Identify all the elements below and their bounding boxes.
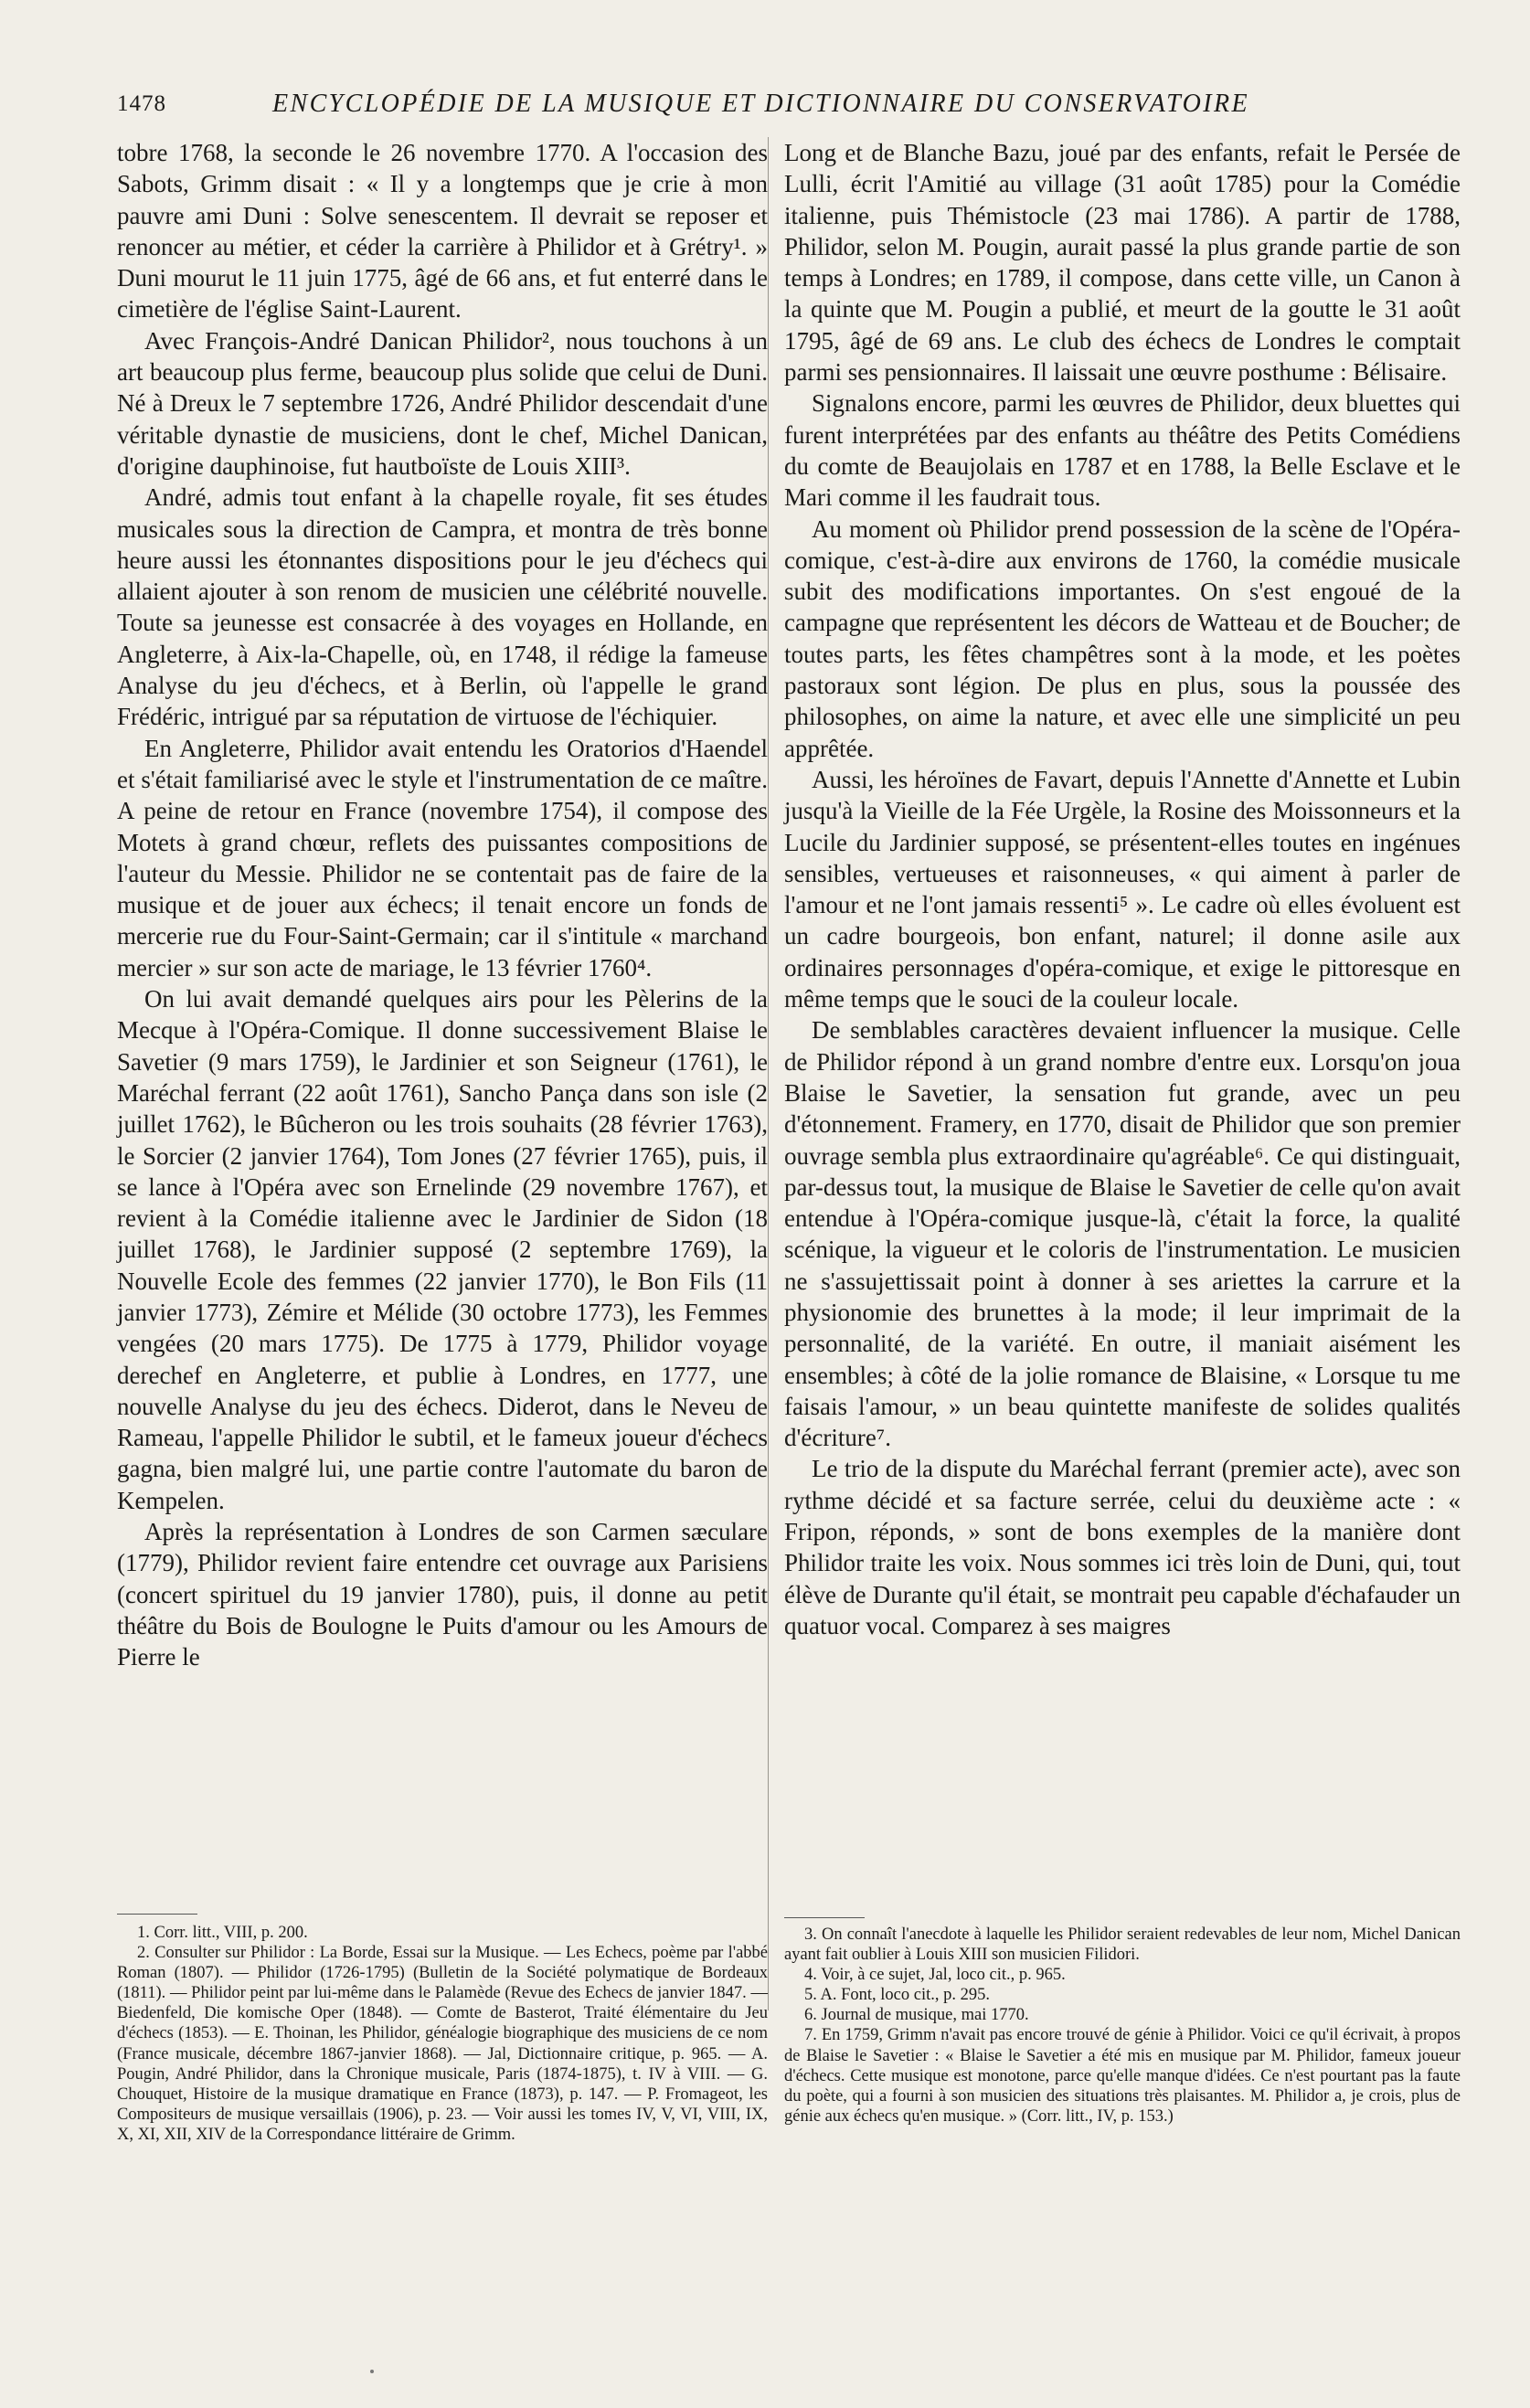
right-column: [784, 137, 1461, 1641]
footnote: 4. Voir, à ce sujet, Jal, loco cit., p. 965.: [804, 1966, 1066, 1985]
paper-speck: [370, 2370, 374, 2373]
footnotes-right: [784, 1925, 1461, 2127]
running-title: ENCYCLOPÉDIE DE LA MUSIQUE ET DICTIONNAIRE DU CONSERVATOIRE: [272, 90, 1249, 118]
column-divider: [768, 137, 769, 2010]
footnotes-left: [117, 1923, 768, 2145]
paragraph: tobre 1768, la seconde le 26 novembre 1770. A l'occasion des Sabots, Grimm disait : « Il y a longtemps que je crie à mon pauvre ami Duni : Solve senescentem. Il devrait se reposer et renoncer au métier, et céder la carrière à Philidor et à Grétry¹. » Duni mourut le 11 juin 1775, âgé de 66 ans, et fut enterré dans le cimetière de l'église Saint-Laurent.: [117, 139, 768, 324]
footnote-rule: [117, 1914, 197, 1915]
paragraph: Au moment où Philidor prend possession de la scène de l'Opéra-comique, c'est-à-dire aux environs de 1760, la comédie musicale subit des modifications importantes. On s'est engoué de la campagne que représentent les décors de Watteau et de Boucher; de toutes parts, les fêtes champêtres sont à la mode, et les poètes pastoraux sont légion. De plus en plus, sous la poussée des philosophes, on aime la nature, et avec elle une simplicité un peu apprêtée.: [784, 514, 1461, 762]
paragraph: De semblables caractères devaient influencer la musique. Celle de Philidor répond à un grand nombre d'entre eux. Lorsqu'on joua Blaise le Savetier, la sensation fut grande, avec un peu d'étonnement. Framery, en 1770, disait de Philidor que son premier ouvrage sembla plus extraordinaire qu'agréable⁶. Ce qui distinguait, par-dessus tout, la musique de Blaise le Savetier de celle qu'on avait entendue à l'Opéra-comique jusque-là, c'était la force, la qualité scénique, la vigueur et le coloris de l'instrumentation. Le musicien ne s'assujettissait point à donner à ses ariettes la carrure et la physionomie des brunettes à la mode; il leur imprimait de la personnalité, de la variété. En outre, il maniait aisément les ensembles; à côté de la jolie romance de Blaisine, « Lorsque tu me faisais l'amour, » un beau quintette manifeste de solides qualités d'écriture⁷.: [784, 1016, 1461, 1452]
left-column: [117, 137, 768, 1673]
paragraph: Le trio de la dispute du Maréchal ferrant (premier acte), avec son rythme décidé et sa facture serrée, celui du deuxième acte : « Fripon, réponds, » sont de bons exemples de la manière dont Philidor traite les voix. Nous sommes ici très loin de Duni, qui, tout élève de Durante qu'il était, se montrait peu capable d'échafauder un quatuor vocal. Comparez à ses maigres: [784, 1455, 1461, 1639]
paragraph: André, admis tout enfant à la chapelle royale, fit ses études musicales sous la direction de Campra, et montra de très bonne heure aussi les étonnantes dispositions pour le jeu d'échecs qui allaient ajouter à son renom de musicien une célébrité nouvelle. Toute sa jeunesse est consacrée à des voyages en Hollande, en Angleterre, à Aix-la-Chapelle, où, en 1748, il rédige la fameuse Analyse du jeu d'échecs, et à Berlin, où l'appelle le grand Frédéric, intrigué par sa réputation de virtuose de l'échiquier.: [117, 483, 768, 731]
paragraph: Avec François-André Danican Philidor², nous touchons à un art beaucoup plus ferme, beaucoup plus solide que celui de Duni. Né à Dreux le 7 septembre 1726, André Philidor descendait d'une véritable dynastie de musiciens, dont le chef, Michel Danican, d'origine dauphinoise, fut hautboïste de Louis XIII³.: [117, 326, 768, 480]
paragraph: Long et de Blanche Bazu, joué par des enfants, refait le Persée de Lulli, écrit l'Amitié au village (31 août 1785) pour la Comédie italienne, puis Thémistocle (23 mai 1786). A partir de 1788, Philidor, selon M. Pougin, aurait passé la plus grande partie de son temps à Londres; en 1789, il compose, dans cette ville, un Canon à la quinte que M. Pougin a publié, et meurt de la goutte le 31 août 1795, âgé de 69 ans. Le club des échecs de Londres le comptait parmi ses pensionnaires. Il laissait une œuvre posthume : Bélisaire.: [784, 139, 1461, 387]
footnote: 5. A. Font, loco cit., p. 295.: [804, 1986, 990, 2005]
footnote: 1. Corr. litt., VIII, p. 200.: [137, 1924, 308, 1942]
paragraph: Signalons encore, parmi les œuvres de Philidor, deux bluettes qui furent interprétées par des enfants au théâtre des Petits Comédiens du comte de Beaujolais en 1787 et en 1788, la Belle Esclave et le Mari comme il les faudrait tous.: [784, 389, 1461, 512]
footnote: 6. Journal de musique, mai 1770.: [804, 2006, 1029, 2025]
footnote: 2. Consulter sur Philidor : La Borde, Essai sur la Musique. — Les Echecs, poème par l'abbé Roman (1807). — Philidor (1726-1795) (Bulletin de la Société polymatique de Bordeaux (1811). — Philidor peint par lui-même dans le Palamède (Revue des Echecs de janvier 1847. — Biedenfeld, Die komische Oper (1848). — Comte de Basterot, Traité élémentaire du Jeu d'échecs (1853). — E. Thoinan, les Philidor, généalogie biographique des musiciens de ce nom (France musicale, décembre 1867-janvier 1868). — Jal, Dictionnaire critique, p. 965. — A. Pougin, André Philidor, dans la Chronique musicale, Paris (1874-1875), t. IV à VIII. — G. Chouquet, Histoire de la musique dramatique en France (1873), p. 147. — P. Fromageot, les Compositeurs de musique versaillais (1906), p. 23. — Voir aussi les tomes IV, V, VI, VIII, IX, X, XI, XII, XIV de la Correspondance littéraire de Grimm.: [117, 1944, 768, 2144]
paragraph: On lui avait demandé quelques airs pour les Pèlerins de la Mecque à l'Opéra-Comique. Il donne successivement Blaise le Savetier (9 mars 1759), le Jardinier et son Seigneur (1761), le Maréchal ferrant (22 août 1761), Sancho Pança dans son isle (2 juillet 1762), le Bûcheron ou les trois souhaits (28 février 1763), le Sorcier (2 janvier 1764), Tom Jones (27 février 1765), puis, il se lance à l'Opéra avec son Ernelinde (29 novembre 1767), et revient à la Comédie italienne avec le Jardinier de Sidon (18 juillet 1768), le Jardinier supposé (2 septembre 1769), la Nouvelle Ecole des femmes (22 janvier 1770), le Bon Fils (11 janvier 1773), Zémire et Mélide (30 octobre 1773), les Femmes vengées (20 mars 1775). De 1775 à 1779, Philidor voyage derechef en Angleterre, et publie à Londres, en 1777, une nouvelle Analyse du jeu des échecs. Diderot, dans le Neveu de Rameau, l'appelle Philidor le subtil, et le fameux joueur d'échecs gagna, bien malgré lui, une partie contre l'automate du baron de Kempelen.: [117, 985, 768, 1514]
paragraph: En Angleterre, Philidor avait entendu les Oratorios d'Haendel et s'était familiarisé avec le style et l'instrumentation de ce maître. A peine de retour en France (novembre 1754), il compose des Motets à grand chœur, reflets des puissantes compositions de l'auteur du Messie. Philidor ne se contentait pas de faire de la musique et de jouer aux échecs; il tenait encore un fonds de mercerie rue du Four-Saint-Germain; car il s'intitule « marchand mercier » sur son acte de mariage, le 13 février 1760⁴.: [117, 734, 768, 981]
footnote-rule: [784, 1917, 865, 1918]
footnote: 7. En 1759, Grimm n'avait pas encore trouvé de génie à Philidor. Voici ce qu'il écrivait, à propos de Blaise le Savetier : « Blaise le Savetier a été mis en musique par M. Philidor, fameux joueur d'échecs. Cette musique est monotone, parce qu'elle manque d'idées. Ce n'est pourtant pas la faute du poète, qui a fourni à son musicien des situations très plaisantes. M. Philidor a, je crois, plus de génie aux échecs qu'en musique. » (Corr. litt., IV, p. 153.): [784, 2026, 1461, 2126]
page-number: 1478: [117, 91, 166, 116]
paragraph: Après la représentation à Londres de son Carmen sæculare (1779), Philidor revient faire entendre cet ouvrage aux Parisiens (concert spirituel du 19 janvier 1780), puis, il donne au petit théâtre du Bois de Boulogne le Puits d'amour ou les Amours de Pierre le: [117, 1518, 768, 1671]
paragraph: Aussi, les héroïnes de Favart, depuis l'Annette d'Annette et Lubin jusqu'à la Vieille de la Fée Urgèle, la Rosine des Moissonneurs et la Lucile du Jardinier supposé, se présentent-elles toutes en ingénues sensibles, vertueuses et raisonneuses, « qui aiment à parler de l'amour et ne l'ont jamais ressenti⁵ ». Le cadre où elles évoluent est un cadre bourgeois, bon enfant, naturel; il donne asile aux ordinaires personnages d'opéra-comique, et exige le pittoresque en même temps que le souci de la couleur locale.: [784, 765, 1461, 1013]
page-header: [117, 90, 1311, 126]
footnote: 3. On connaît l'anecdote à laquelle les Philidor seraient redevables de leur nom, Michel Danican ayant fait oublier à Louis XIII son musicien Filidori.: [784, 1925, 1461, 1965]
